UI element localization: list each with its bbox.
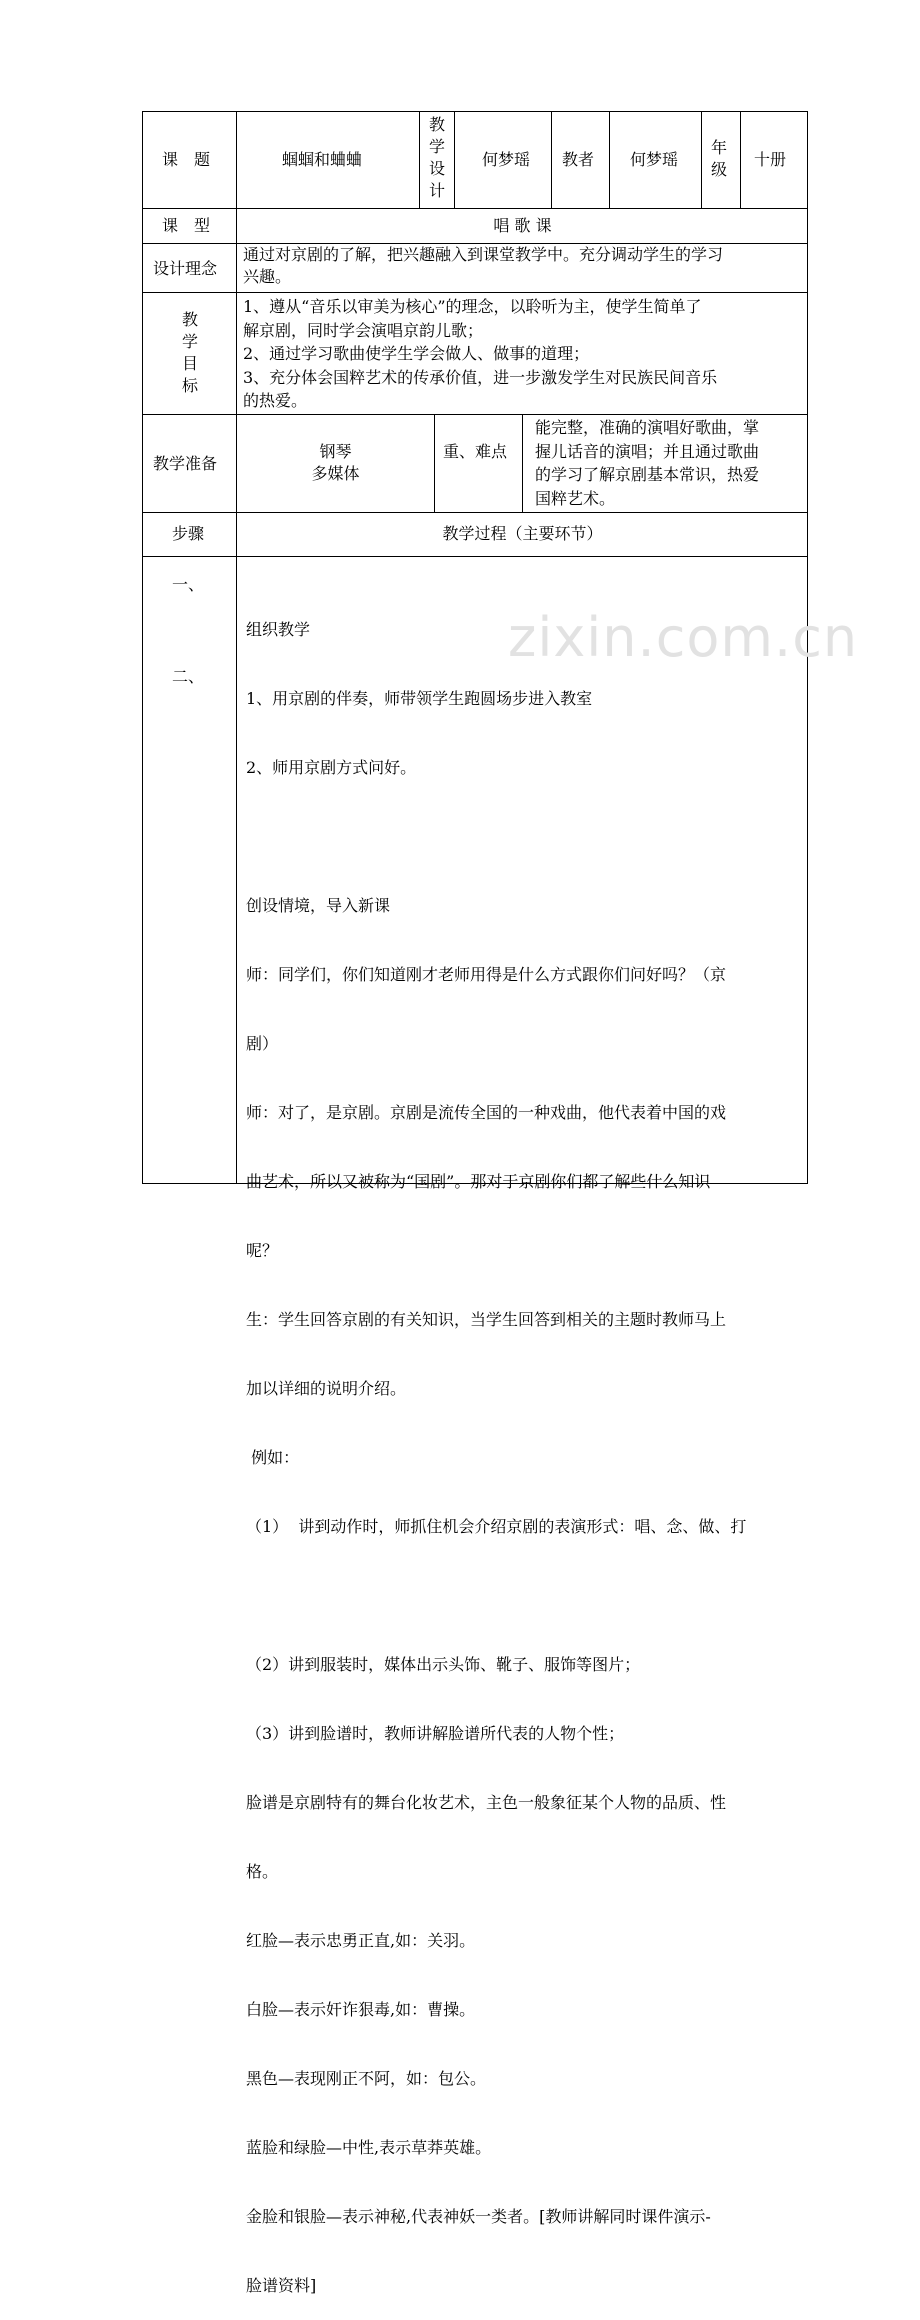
process-line: 呢？ (246, 1241, 279, 1260)
concept-text: 通过对京剧的了解，把兴趣融入到课堂教学中。充分调动学生的学习 兴趣。 (243, 245, 724, 286)
process-line: 加以详细的说明介绍。 (246, 1379, 407, 1398)
process-line: 白脸—表示奸诈狠毒,如：曹操。 (246, 2000, 476, 2019)
type-label: 课 型 (162, 216, 211, 235)
goals-label: 教 学 目 标 (181, 310, 198, 395)
process-line: 师：对了，是京剧。京剧是流传全国的一种戏曲，他代表着中国的戏 (246, 1103, 727, 1122)
key-points-label: 重、难点 (443, 442, 508, 461)
column-divider (236, 111, 237, 1184)
goals-text: 1、遵从“音乐以审美为核心”的理念，以聆听为主，使学生简单了 解京剧，同时学会演唱京韵儿歌； 2、通过学习歌曲使学生学会做人、做事的道理； 3、充分体会国粹艺术的传承价值，进一步激发学生对民族民间音乐 的热爱。 (243, 297, 718, 410)
step-two-label: 二、 (172, 667, 205, 686)
process-line: 金脸和银脸—表示神秘,代表神妖一类者。[教师讲解同时课件演示- (246, 2207, 711, 2226)
process-line: 组织教学 (246, 620, 311, 639)
lesson-label: 课 题 (162, 150, 211, 169)
process-line: 生：学生回答京剧的有关知识，当学生回答到相关的主题时教师马上 (246, 1310, 727, 1329)
grade-label: 年 级 (711, 138, 728, 179)
design-label: 教 学 设 计 (429, 115, 446, 200)
process-line: 2、师用京剧方式问好。 (246, 758, 417, 777)
process-line: 1、用京剧的伴奏，师带领学生跑圆场步进入教室 (246, 689, 593, 708)
column-divider (419, 111, 420, 208)
prep-tools: 钢琴 多媒体 (311, 442, 360, 483)
column-divider (551, 111, 552, 208)
process-line: （2）讲到服装时，媒体出示头饰、靴子、服饰等图片； (246, 1655, 641, 1674)
type-value: 唱 歌 课 (493, 216, 552, 235)
process-line: 例如： (246, 1448, 300, 1467)
concept-label: 设计理念 (153, 259, 218, 278)
process-line: 曲艺术，所以又被称为“国剧”。那对于京剧你们都了解些什么知识 (246, 1172, 711, 1191)
prep-label: 教学准备 (153, 454, 218, 473)
designer-name: 何梦瑶 (482, 150, 531, 169)
steps-title: 教学过程（主要环节） (442, 524, 603, 543)
column-divider (454, 111, 455, 208)
process-line: 蓝脸和绿脸—中性,表示草莽英雄。 (246, 2138, 492, 2157)
key-points-text: 能完整，准确的演唱好歌曲，掌 握儿话音的演唱；并且通过歌曲 的学习了解京剧基本常识，热爱 国粹艺术。 (535, 418, 760, 508)
process-line: （1） 讲到动作时，师抓住机会介绍京剧的表演形式：唱、念、做、打 (246, 1517, 747, 1536)
watermark: zixin.com.cn (508, 606, 859, 669)
process-text (246, 572, 806, 2320)
row-divider (142, 512, 808, 513)
steps-label: 步骤 (172, 524, 205, 543)
lesson-title: 蝈蝈和蛐蛐 (282, 150, 363, 169)
process-line: 师：同学们，你们知道刚才老师用得是什么方式跟你们问好吗？（京 (246, 965, 727, 984)
teacher-name: 何梦瑶 (630, 150, 679, 169)
column-divider (434, 414, 435, 512)
column-divider (701, 111, 702, 208)
process-line: 脸谱资料] (246, 2276, 317, 2295)
process-line: 剧） (246, 1034, 279, 1053)
process-line: 脸谱是京剧特有的舞台化妆艺术，主色一般象征某个人物的品质、性 (246, 1793, 727, 1812)
process-line (246, 1584, 806, 1607)
row-divider (142, 414, 808, 415)
column-divider (740, 111, 741, 208)
process-line: 黑色—表现刚正不阿，如：包公。 (246, 2069, 487, 2088)
step-one-label: 一、 (172, 575, 205, 594)
column-divider (522, 414, 523, 512)
process-line: 创设情境，导入新课 (246, 896, 391, 915)
teacher-label: 教者 (562, 150, 595, 169)
row-divider (142, 556, 808, 557)
row-divider (142, 292, 808, 293)
column-divider (609, 111, 610, 208)
process-line: 红脸—表示忠勇正直,如：关羽。 (246, 1931, 476, 1950)
row-divider (142, 208, 808, 209)
grade-value: 十册 (754, 150, 787, 169)
process-line: 格。 (246, 1862, 279, 1881)
process-line: （3）讲到脸谱时，教师讲解脸谱所代表的人物个性； (246, 1724, 625, 1743)
process-line (246, 825, 806, 848)
